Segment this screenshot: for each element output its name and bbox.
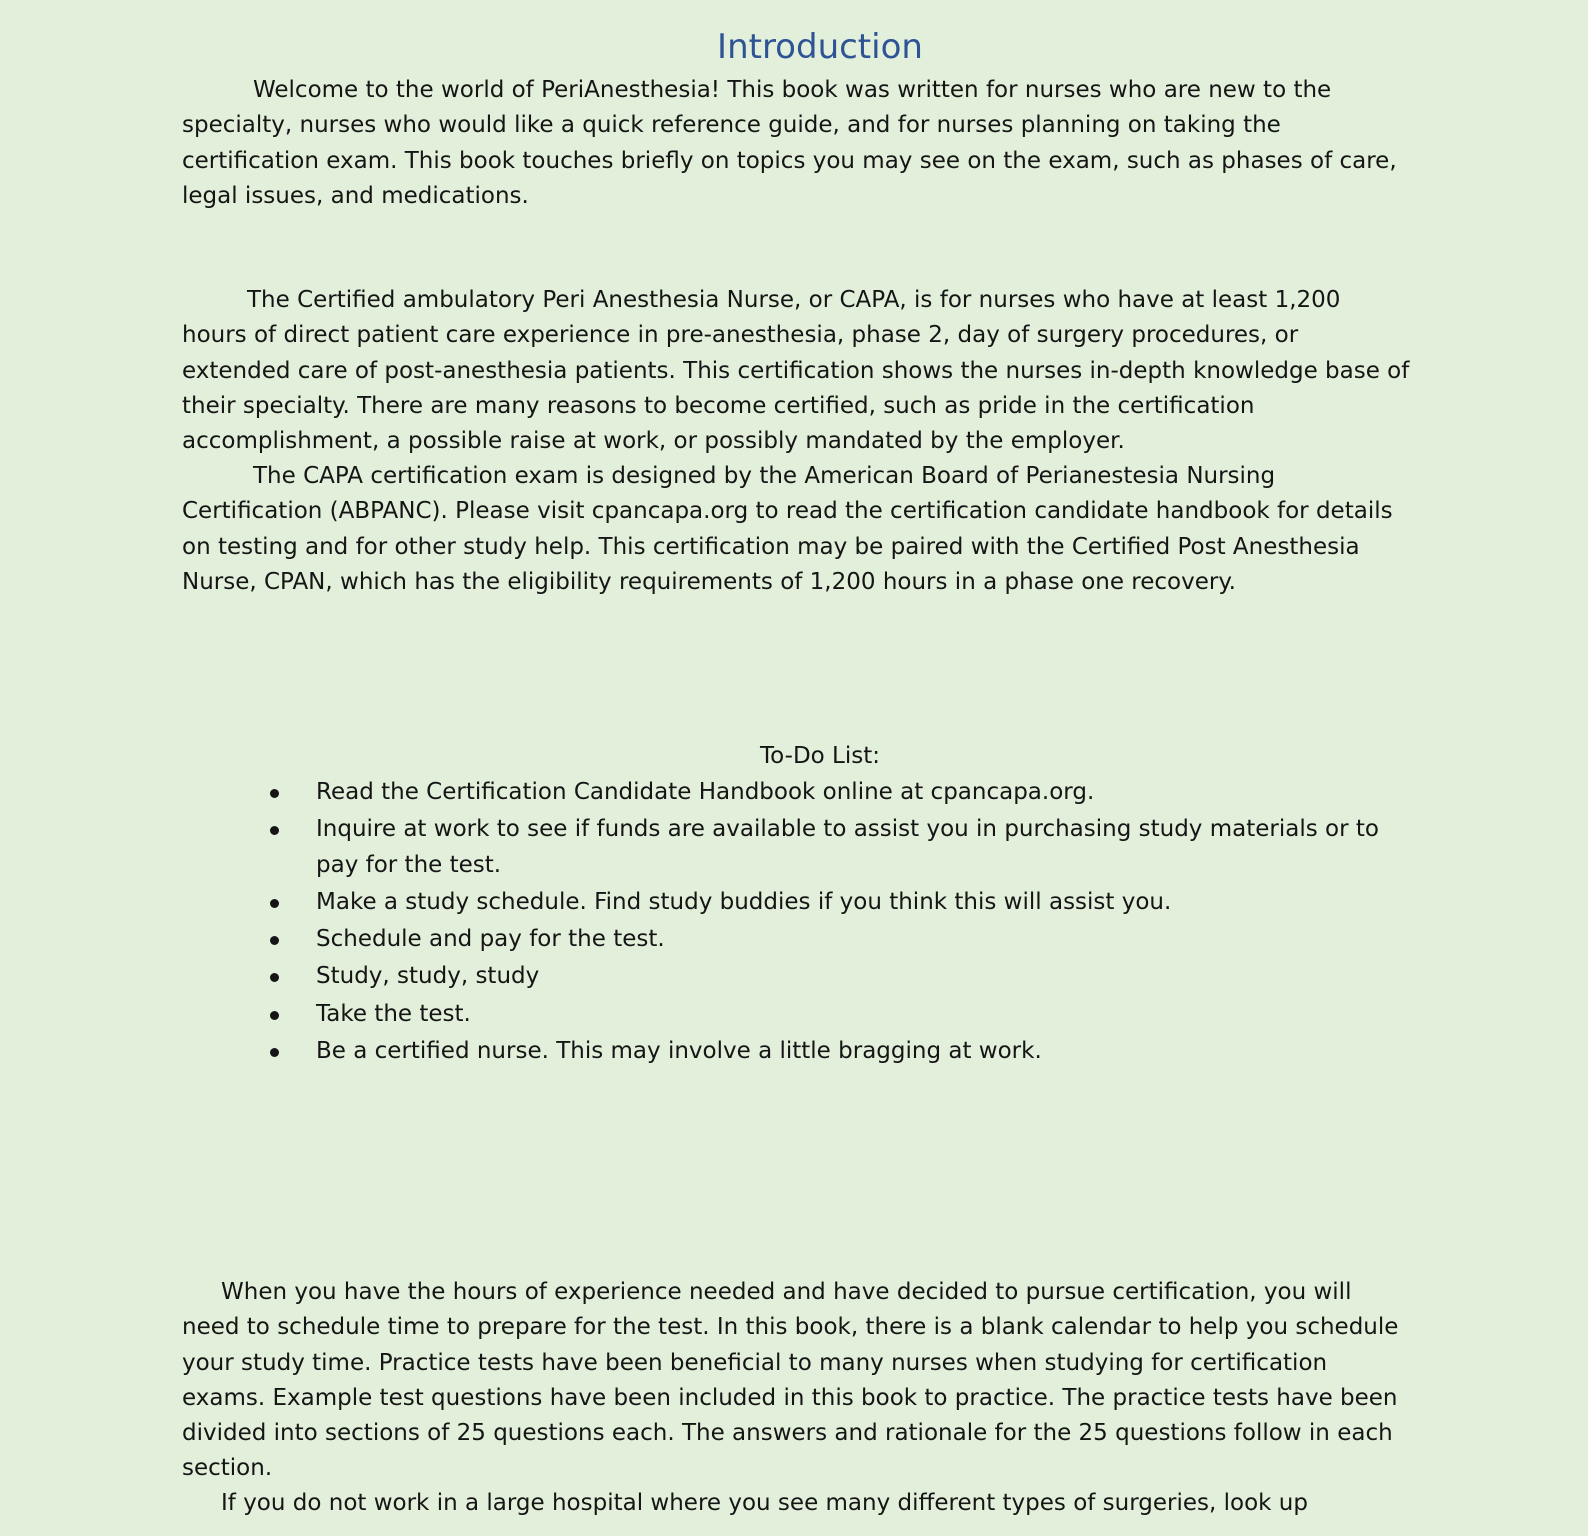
- todo-list: [0, 775, 1588, 1071]
- capa-paragraph: The Certified ambulatory Peri Anesthesia Nurse, or CAPA, is for nurses who have at least 1,200 hours of direct patient care experience in pre-anesthesia, phase 2, day of surgery procedures, or extended care of post-anesthesia patients. This certification shows the nurses in-depth knowledge base of their specialty. There are many reasons to become certified, such as pride in the certification accomplishment, a possible raise at work, or possibly mandated by the employer.: [182, 287, 1410, 455]
- list-item-text: Read the Certification Candidate Handbook online at cpancapa.org.: [316, 779, 1095, 805]
- todo-heading: To-Do List:: [760, 743, 880, 769]
- bullet-icon: [270, 899, 279, 908]
- list-item: [0, 959, 1588, 994]
- list-item: [0, 775, 1588, 810]
- bullet-icon: [270, 826, 279, 835]
- list-item: [0, 885, 1588, 920]
- exam-paragraph: The CAPA certification exam is designed by the American Board of Perianestesia Nursing Certification (ABPANC). Please visit cpancapa.org to read the certification candidate handbook for details on testing and for other study help. This certification may be paired with the Certified Post Anesthesia Nurse, CPAN, which has the eligibility requirements of 1,200 hours in a phase one recovery.: [182, 463, 1393, 595]
- list-item: [0, 812, 1588, 883]
- list-item-text: Study, study, study: [316, 963, 540, 990]
- list-item-text: Make a study schedule. Find study buddies if you think this will assist you.: [316, 888, 1172, 915]
- list-item-text: Be a certified nurse. This may involve a little bragging at work.: [316, 1038, 1042, 1065]
- list-item-text: Schedule and pay for the test.: [316, 926, 665, 953]
- partial-paragraph: If you do not work in a large hospital where you see many different types of surgeries, look up: [221, 1490, 1308, 1516]
- list-item: [0, 1034, 1588, 1069]
- bullet-icon: [270, 1048, 279, 1057]
- list-item-text: Take the test.: [316, 1000, 471, 1027]
- bullet-icon: [270, 1011, 279, 1020]
- bullet-icon: [270, 936, 279, 945]
- bullet-icon: [270, 973, 279, 982]
- list-item: [0, 997, 1588, 1032]
- page-title: Introduction: [717, 27, 923, 67]
- list-item: [0, 922, 1588, 957]
- preparation-paragraph: When you have the hours of experience needed and have decided to pursue certification, you will need to schedule time to prepare for the test. In this book, there is a blank calendar to help you schedule your study time. Practice tests have been beneficial to many nurses when studying for certification exams. Example test questions have been included in this book to practice. The practice tests have been divided into sections of 25 questions each. The answers and rationale for the 25 questions follow in each section.: [182, 1279, 1399, 1482]
- welcome-paragraph: Welcome to the world of PeriAnesthesia! This book was written for nurses who are new to the specialty, nurses who would like a quick reference guide, and for nurses planning on taking the certification exam. This book touches briefly on topics you may see on the exam, such as phases of care, legal issues, and medications.: [182, 77, 1397, 209]
- bullet-icon: [270, 789, 279, 798]
- list-item-text: Inquire at work to see if funds are available to assist you in purchasing study materials or to pay for the test.: [316, 816, 1379, 878]
